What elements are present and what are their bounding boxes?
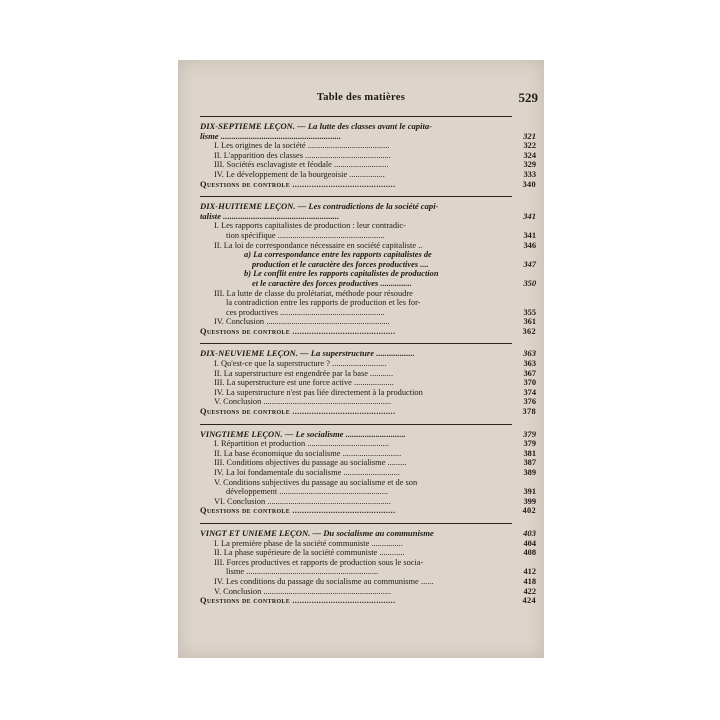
toc-entry bbox=[200, 478, 512, 488]
toc-entry-text: I. Les rapports capitalistes de production : leur contradic- bbox=[214, 221, 406, 231]
questions-de-controle bbox=[200, 179, 536, 190]
spacer bbox=[200, 417, 512, 420]
toc-entry bbox=[200, 141, 536, 151]
toc-entry bbox=[200, 468, 536, 478]
toc-entry-page: 379 bbox=[523, 439, 536, 449]
lesson-title-page: 341 bbox=[523, 210, 536, 221]
spacer bbox=[200, 189, 512, 192]
toc-entry-page: 387 bbox=[523, 458, 536, 468]
toc-entry bbox=[200, 221, 512, 231]
toc-entry bbox=[200, 240, 536, 251]
lesson-title-text: DIX-SEPTIEME LEÇON. — La lutte des classes avant le capita- bbox=[200, 122, 433, 131]
questions-text: Questions de controle ........................................... bbox=[200, 179, 396, 189]
toc-entry bbox=[200, 368, 536, 379]
toc-entry bbox=[200, 387, 536, 398]
lesson-title bbox=[200, 122, 512, 132]
lesson-section bbox=[200, 348, 536, 417]
book-page bbox=[178, 60, 544, 658]
toc-entry bbox=[200, 307, 536, 318]
spacer bbox=[200, 606, 512, 609]
lesson-title-page: 403 bbox=[523, 527, 536, 538]
toc-entry-text: et le caractère des forces productives ............... bbox=[252, 278, 412, 288]
lesson-section bbox=[200, 428, 536, 516]
toc-entry-text: a) La correspondance entre les rapports capitalistes de bbox=[244, 250, 432, 260]
toc-entry bbox=[200, 259, 536, 270]
toc-entry-page: 355 bbox=[523, 307, 536, 317]
questions-de-controle bbox=[200, 506, 536, 516]
toc-entry bbox=[200, 317, 536, 327]
toc-entry-page: 333 bbox=[523, 169, 536, 179]
section-divider bbox=[200, 196, 512, 197]
lesson-title-text: DIX-HUITIEME LEÇON. — Les contradictions de la société capi- bbox=[200, 202, 439, 212]
questions-page: 424 bbox=[522, 596, 536, 606]
toc-entry-text: V. Conclusion ............................................................. bbox=[214, 397, 392, 407]
toc-entry-text: I. Qu'est-ce que la superstructure ? .......................... bbox=[214, 359, 387, 369]
toc-entry-text: la contradiction entre les rapports de production et les for- bbox=[226, 298, 421, 308]
toc-entry-page: 346 bbox=[523, 240, 536, 250]
toc-entry bbox=[200, 538, 536, 549]
lesson-section bbox=[200, 527, 536, 606]
toc-entry-text: tion spécifique ................................................... bbox=[226, 230, 385, 240]
questions-page: 402 bbox=[522, 506, 536, 516]
toc-entry bbox=[200, 359, 536, 369]
toc-entry bbox=[200, 150, 536, 161]
questions-de-controle bbox=[200, 407, 536, 417]
toc-entry bbox=[200, 278, 536, 289]
lesson-title-page: 363 bbox=[523, 348, 536, 359]
toc-entry-text: production et le caractère des forces productives .... bbox=[252, 259, 429, 269]
toc-entry bbox=[200, 496, 536, 507]
toc-entry-page: 404 bbox=[523, 538, 536, 548]
section-divider bbox=[200, 523, 512, 524]
section-divider bbox=[200, 116, 512, 117]
toc-entry-page: 422 bbox=[523, 586, 536, 596]
toc-entry-page: 363 bbox=[523, 359, 536, 369]
toc-entry-text: I. Les origines de la société ....................................... bbox=[214, 141, 390, 151]
toc-entry-text: III. Forces productives et rapports de production sous le socia- bbox=[214, 557, 424, 567]
lesson-title-continued bbox=[200, 210, 536, 222]
toc-entry bbox=[200, 397, 536, 407]
toc-entry-text: II. La loi de correspondance nécessaire en société capitaliste .. bbox=[214, 240, 423, 250]
toc-entry-text: IV. La superstructure n'est pas liée directement à la production bbox=[214, 387, 423, 397]
questions-text: Questions de controle ........................................... bbox=[200, 407, 396, 417]
toc-entry bbox=[200, 289, 512, 299]
toc-entry-page: 322 bbox=[523, 141, 536, 151]
toc-entry-page: 412 bbox=[523, 567, 536, 577]
toc-entry-page: 367 bbox=[523, 368, 536, 378]
questions-text: Questions de controle ........................................... bbox=[200, 506, 396, 516]
toc-entry bbox=[200, 458, 536, 468]
toc-entry-text: I. La première phase de la société communiste ............... bbox=[214, 538, 403, 548]
toc-entry-text: b) Le conflit entre les rapports capitalistes de production bbox=[244, 269, 439, 279]
toc-entry-text: I. Répartition et production ....................................... bbox=[214, 439, 389, 449]
toc-entry-page: 399 bbox=[523, 496, 536, 506]
toc-entry-page: 381 bbox=[523, 448, 536, 458]
toc-entry bbox=[200, 160, 536, 170]
toc-entry-text: II. L'apparition des classes ......................................... bbox=[214, 150, 391, 160]
questions-page: 362 bbox=[522, 326, 536, 336]
lesson-section bbox=[200, 202, 536, 336]
table-of-contents bbox=[200, 112, 536, 609]
toc-entry bbox=[200, 567, 536, 577]
toc-entry-text: ces productives .................................................. bbox=[226, 307, 385, 317]
toc-entry bbox=[200, 269, 512, 279]
toc-entry-text: V. Conditions subjectives du passage au socialisme et de son bbox=[214, 477, 418, 487]
toc-entry-text: VI. Conclusion ........................................................... bbox=[214, 496, 391, 506]
toc-entry-text: IV. Conclusion ........................................................... bbox=[214, 317, 390, 327]
lesson-section bbox=[200, 122, 536, 189]
toc-entry-page: 408 bbox=[523, 548, 536, 558]
toc-entry-text: développement .................................................... bbox=[226, 487, 389, 497]
toc-entry-page: 389 bbox=[523, 468, 536, 477]
toc-entry bbox=[200, 548, 536, 558]
toc-entry-text: III. Conditions objectives du passage au socialisme ......... bbox=[214, 458, 407, 468]
lesson-title-continued-text: taliste ...................................................... bbox=[200, 211, 340, 221]
lesson-title-text: DIX-NEUVIEME LEÇON. — La superstructure .................. bbox=[200, 349, 415, 359]
page-header-title: Table des matières bbox=[316, 92, 406, 103]
lesson-title-page: 321 bbox=[523, 130, 536, 141]
lesson-title bbox=[200, 348, 536, 359]
lesson-title bbox=[200, 527, 536, 539]
toc-entry-page: 329 bbox=[523, 160, 536, 170]
toc-entry bbox=[200, 169, 536, 180]
section-divider bbox=[200, 343, 512, 344]
questions-text: Questions de controle ........................................... bbox=[200, 596, 396, 606]
toc-entry-text: III. La superstructure est une force active ................... bbox=[214, 378, 394, 388]
toc-entry-page: 341 bbox=[523, 230, 536, 240]
toc-entry-text: IV. Le développement de la bourgeoisie ................. bbox=[214, 169, 385, 179]
questions-de-controle bbox=[200, 596, 536, 606]
toc-entry bbox=[200, 378, 536, 388]
questions-text: Questions de controle ........................................... bbox=[200, 326, 396, 336]
toc-entry-text: III. Sociétés esclavagiste et féodale .......................... bbox=[214, 160, 389, 170]
toc-entry bbox=[200, 448, 536, 459]
toc-entry-text: II. La superstructure est engendrée par la base ........... bbox=[214, 368, 394, 378]
toc-entry-page: 347 bbox=[523, 259, 536, 269]
lesson-title-text: VINGTIEME LEÇON. — Le socialisme ............................ bbox=[200, 429, 406, 439]
toc-entry bbox=[200, 230, 536, 241]
questions-page: 340 bbox=[522, 179, 536, 189]
spacer bbox=[200, 516, 512, 519]
toc-entry-page: 324 bbox=[523, 150, 536, 160]
toc-entry-page: 350 bbox=[523, 278, 536, 288]
toc-entry bbox=[200, 439, 536, 449]
toc-entry bbox=[200, 250, 512, 260]
lesson-title bbox=[200, 428, 536, 440]
toc-entry-page: 370 bbox=[523, 378, 536, 388]
toc-entry bbox=[200, 576, 536, 587]
questions-de-controle bbox=[200, 326, 536, 337]
spacer bbox=[200, 336, 512, 339]
toc-entry bbox=[200, 298, 512, 308]
toc-entry-page: 361 bbox=[523, 317, 536, 327]
lesson-title-page: 379 bbox=[523, 428, 536, 439]
toc-entry-text: III. La lutte de classe du prolétariat, méthode pour résoudre bbox=[214, 288, 413, 298]
lesson-title-text: VINGT ET UNIEME LEÇON. — Du socialisme au communisme bbox=[200, 528, 434, 538]
toc-entry-text: V. Conclusion ............................................................. bbox=[214, 586, 392, 596]
toc-entry-page: 374 bbox=[523, 387, 536, 397]
section-divider bbox=[200, 424, 512, 425]
toc-entry-page: 376 bbox=[523, 397, 536, 407]
lesson-title-continued bbox=[200, 130, 536, 142]
toc-entry-text: II. La phase supérieure de la société communiste ............ bbox=[214, 548, 405, 558]
page-number: 529 bbox=[518, 90, 538, 105]
toc-entry-text: IV. Les conditions du passage du socialisme au communisme ...... bbox=[214, 576, 434, 586]
toc-entry-text: lisme ............................................................... bbox=[226, 567, 379, 577]
toc-entry-page: 418 bbox=[523, 576, 536, 586]
lesson-title-continued-text: lisme ........................................................ bbox=[200, 131, 342, 141]
toc-entry bbox=[200, 487, 536, 497]
toc-entry bbox=[200, 586, 536, 597]
toc-entry-text: IV. La loi fondamentale du socialisme ........................... bbox=[214, 468, 400, 477]
toc-entry-page: 391 bbox=[523, 487, 536, 497]
toc-entry-text: II. La base économique du socialisme ............................ bbox=[214, 448, 402, 458]
toc-entry bbox=[200, 558, 512, 568]
questions-page: 378 bbox=[522, 407, 536, 417]
lesson-title bbox=[200, 202, 512, 212]
